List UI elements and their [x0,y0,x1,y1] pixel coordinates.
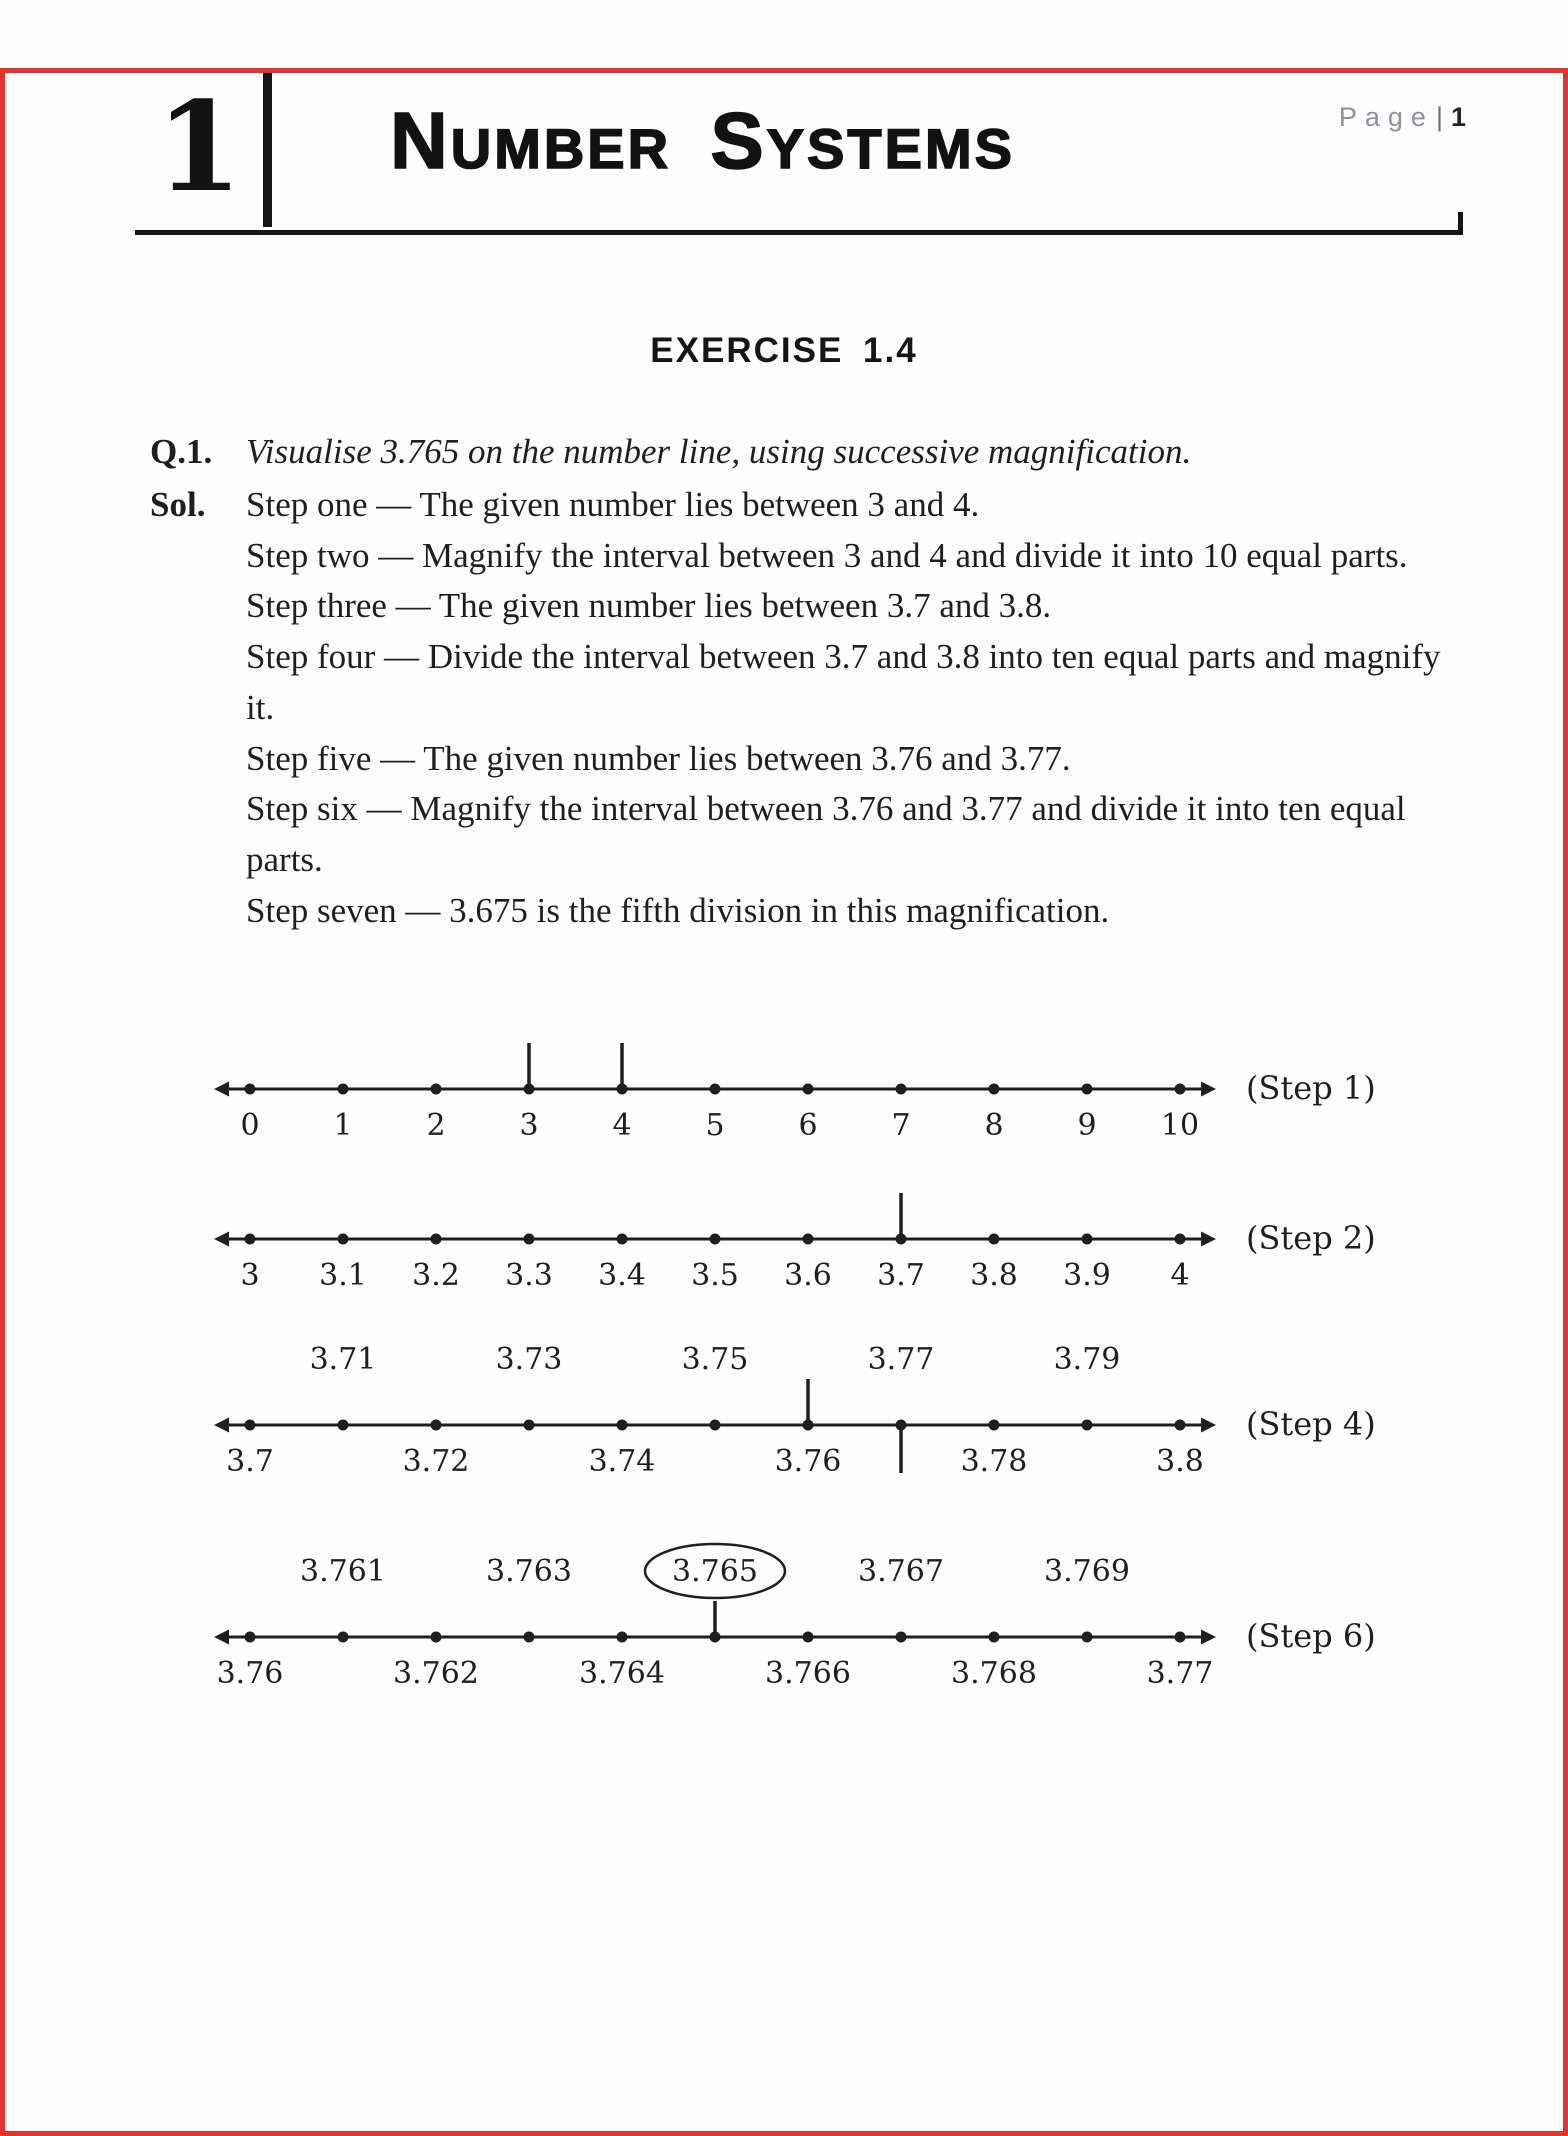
below-label: 3 [519,1107,539,1143]
tick-dot [989,1631,1000,1642]
solution-steps [246,480,1453,937]
question-row [150,427,1453,478]
below-label: 3.74 [588,1443,656,1479]
step-label: (Step 1) [1246,1068,1376,1107]
below-label: 3.5 [691,1257,739,1293]
tick-dot [617,1233,628,1244]
above-label: 3.75 [681,1341,749,1377]
tick-dot [803,1631,814,1642]
below-label: 5 [705,1107,725,1143]
tick-dot [1175,1631,1186,1642]
below-label: 3.8 [970,1257,1018,1293]
below-label: 3.762 [393,1655,479,1691]
header-rule [135,230,1463,235]
page-separator: | [1435,102,1445,132]
tick-dot [989,1083,1000,1094]
below-label: 4 [1170,1257,1190,1293]
step-label: (Step 6) [1246,1616,1376,1655]
tick-dot [617,1631,628,1642]
below-label: 4 [612,1107,632,1143]
above-label: 3.79 [1053,1341,1121,1377]
arrow-right-icon [1201,1629,1216,1644]
arrow-left-icon [214,1417,229,1432]
solution-label: Sol. [150,484,206,524]
number-line-step-1 [140,1033,1568,1145]
tick-dot [431,1233,442,1244]
number-line-svg [140,1183,1560,1295]
below-label: 0 [240,1107,260,1143]
below-label: 3.72 [402,1443,470,1479]
above-label: 3.765 [672,1553,758,1589]
question-label: Q.1. [150,432,213,471]
tick-dot [431,1631,442,1642]
solution-step: Step three — The given number lies between 3.7 and 3.8. [246,586,1052,626]
below-label: 3.9 [1063,1257,1111,1293]
number-line-diagrams [140,1033,1568,1711]
below-label: 3.8 [1156,1443,1204,1479]
question-answer-block [150,427,1453,937]
above-label: 3.767 [858,1553,944,1589]
tick-dot [1082,1419,1093,1430]
number-line-step-6 [140,1533,1568,1711]
number-line-svg [140,1333,1560,1495]
arrow-right-icon [1201,1417,1216,1432]
header-rule-tick [1458,212,1463,235]
number-line-step-2 [140,1183,1568,1295]
chapter-divider-bar [263,69,272,227]
chapter-title: Number Systems [390,96,1015,185]
chapter-banner [135,68,1463,228]
chapter-number: 1 [155,75,243,220]
below-label: 2 [426,1107,446,1143]
above-label: 3.761 [300,1553,386,1589]
step-label: (Step 2) [1246,1218,1376,1257]
below-label: 3.4 [598,1257,646,1293]
number-line-svg [140,1533,1560,1711]
solution-step: Step six — Magnify the interval between 3.76 and 3.77 and divide it into ten equal parts. [246,789,1406,879]
tick-dot [524,1233,535,1244]
below-label: 3.2 [412,1257,460,1293]
tick-dot [896,1631,907,1642]
tick-dot [1175,1083,1186,1094]
tick-dot [338,1631,349,1642]
tick-dot [338,1083,349,1094]
below-label: 9 [1077,1107,1097,1143]
below-label: 3.1 [319,1257,367,1293]
exercise-heading: EXERCISE 1.4 [650,331,918,370]
solution-step: Step five — The given number lies between 3.76 and 3.77. [246,738,1071,778]
below-label: 3.7 [226,1443,274,1479]
tick-dot [524,1419,535,1430]
arrow-right-icon [1201,1231,1216,1246]
below-label: 10 [1160,1107,1200,1143]
tick-dot [338,1419,349,1430]
solution-step: Step seven — 3.675 is the fifth division in this magnification. [246,890,1110,930]
tick-dot [710,1233,721,1244]
number-line-step-4 [140,1333,1568,1495]
tick-dot [989,1233,1000,1244]
above-label: 3.73 [495,1341,563,1377]
page-number-header [1339,102,1466,133]
solution-step: Step four — Divide the interval between 3.7 and 3.8 into ten equal parts and magnify it. [246,637,1441,727]
tick-dot [431,1419,442,1430]
below-label: 7 [891,1107,911,1143]
tick-dot [803,1233,814,1244]
tick-dot [524,1631,535,1642]
tick-dot [245,1631,256,1642]
arrow-left-icon [214,1629,229,1644]
tick-dot [1175,1419,1186,1430]
arrow-left-icon [214,1231,229,1246]
above-label: 3.769 [1044,1553,1130,1589]
below-label: 3.7 [877,1257,925,1293]
below-label: 3.76 [216,1655,284,1691]
page-word: Page [1338,102,1434,132]
arrow-right-icon [1201,1081,1216,1096]
tick-dot [1082,1083,1093,1094]
above-label: 3.77 [867,1341,935,1377]
solution-row [150,480,1453,937]
tick-dot [1082,1233,1093,1244]
tick-dot [431,1083,442,1094]
above-label: 3.763 [486,1553,572,1589]
below-label: 3.77 [1146,1655,1214,1691]
solution-step: Step two — Magnify the interval between 3 and 4 and divide it into 10 equal parts. [246,535,1408,575]
tick-dot [245,1083,256,1094]
tick-dot [338,1233,349,1244]
below-label: 3.766 [765,1655,851,1691]
tick-dot [896,1083,907,1094]
below-label: 3.768 [951,1655,1037,1691]
tick-dot [617,1419,628,1430]
below-label: 3.764 [579,1655,665,1691]
tick-dot [710,1419,721,1430]
below-label: 1 [333,1107,353,1143]
tick-dot [245,1419,256,1430]
below-label: 6 [798,1107,818,1143]
below-label: 3.78 [960,1443,1028,1479]
tick-dot [1082,1631,1093,1642]
above-label: 3.71 [309,1341,377,1377]
solution-step: Step one — The given number lies between 3 and 4. [246,484,980,524]
question-text: Visualise 3.765 on the number line, using successive magnification. [246,432,1192,471]
tick-dot [245,1233,256,1244]
arrow-left-icon [214,1081,229,1096]
below-label: 8 [984,1107,1004,1143]
below-label: 3.76 [774,1443,842,1479]
below-label: 3.3 [505,1257,553,1293]
page-number: 1 [1450,102,1466,132]
number-line-svg [140,1033,1560,1145]
tick-dot [989,1419,1000,1430]
below-label: 3 [240,1257,260,1293]
tick-dot [710,1083,721,1094]
step-label: (Step 4) [1246,1404,1376,1443]
below-label: 3.6 [784,1257,832,1293]
tick-dot [803,1083,814,1094]
tick-dot [1175,1233,1186,1244]
